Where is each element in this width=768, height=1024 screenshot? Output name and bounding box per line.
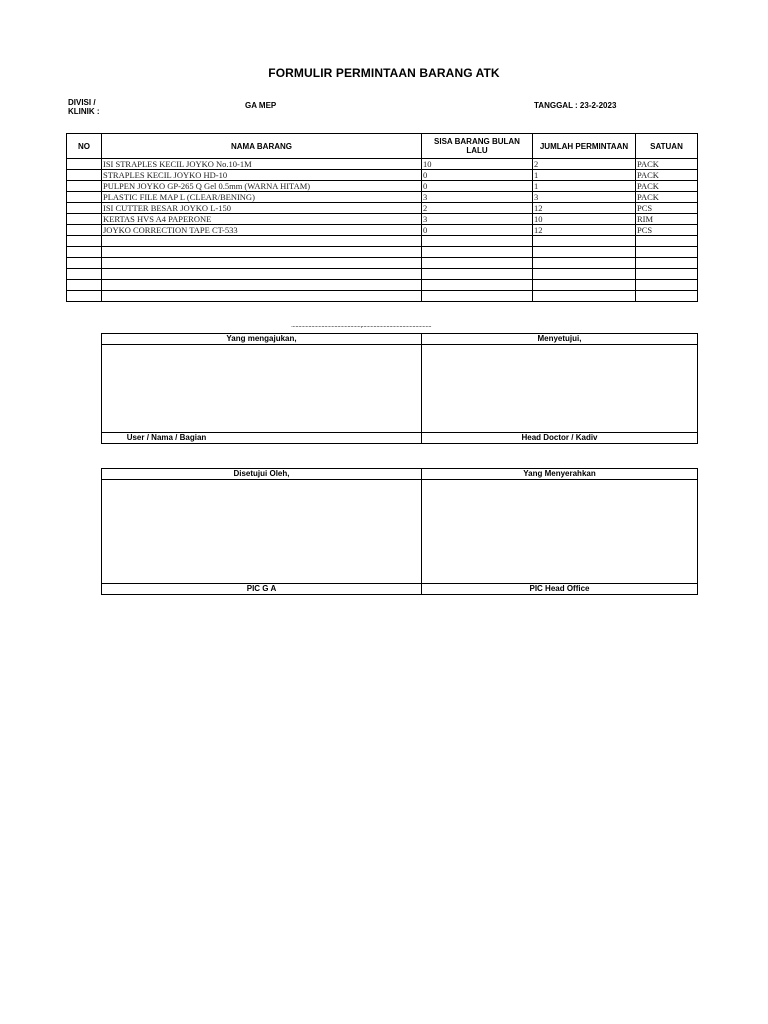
cell-nama-barang: ISI STRAPLES KECIL JOYKO No.10-1M — [102, 159, 422, 170]
form-title: FORMULIR PERMINTAAN BARANG ATK — [268, 66, 500, 80]
cell-nama-barang: STRAPLES KECIL JOYKO HD-10 — [102, 170, 422, 181]
cell-sisa-barang: 3 — [422, 214, 533, 225]
cell-sisa-barang — [422, 258, 533, 269]
cell-jumlah: 2 — [533, 159, 636, 170]
cell-no — [67, 203, 102, 214]
cell-nama-barang: KERTAS HVS A4 PAPERONE — [102, 214, 422, 225]
cell-satuan: PCS — [636, 225, 698, 236]
cell-nama-barang: ISI CUTTER BESAR JOYKO L-150 — [102, 203, 422, 214]
yang-mengajukan-label: Yang mengajukan, — [102, 334, 422, 345]
table-row — [67, 280, 698, 291]
items-table — [66, 133, 698, 302]
cell-satuan — [636, 269, 698, 280]
signature-box-1 — [101, 333, 698, 444]
cell-jumlah — [533, 269, 636, 280]
menyetujui-label: Menyetujui, — [422, 334, 698, 345]
cell-no — [67, 214, 102, 225]
user-nama-bagian-label: User / Nama / Bagian — [126, 433, 207, 442]
cell-sisa-barang — [422, 280, 533, 291]
table-row — [67, 203, 698, 214]
cell-no — [67, 291, 102, 302]
cell-jumlah: 1 — [533, 181, 636, 192]
cell-no — [67, 225, 102, 236]
cell-satuan: PACK — [636, 192, 698, 203]
signature-area-user[interactable] — [102, 345, 422, 433]
pic-head-office-label: PIC Head Office — [422, 584, 698, 595]
cell-no — [67, 258, 102, 269]
table-row — [67, 236, 698, 247]
col-header-sisa-barang: SISA BARANG BULAN LALU — [422, 134, 533, 159]
table-header-row — [67, 134, 698, 159]
cell-nama-barang — [102, 291, 422, 302]
cell-sisa-barang — [422, 269, 533, 280]
cell-nama-barang — [102, 269, 422, 280]
signature-area-pic-ga[interactable] — [102, 480, 422, 584]
place-date-line: ................................................,................................................ — [291, 322, 432, 329]
cell-nama-barang: PLASTIC FILE MAP L (CLEAR/BENING) — [102, 192, 422, 203]
cell-satuan — [636, 291, 698, 302]
cell-jumlah: 12 — [533, 203, 636, 214]
cell-sisa-barang: 2 — [422, 203, 533, 214]
disetujui-oleh-label: Disetujui Oleh, — [102, 469, 422, 480]
cell-sisa-barang: 0 — [422, 225, 533, 236]
cell-jumlah — [533, 280, 636, 291]
cell-no — [67, 269, 102, 280]
col-header-no: NO — [67, 134, 102, 159]
cell-nama-barang — [102, 280, 422, 291]
cell-no — [67, 181, 102, 192]
cell-satuan: RIM — [636, 214, 698, 225]
cell-no — [67, 170, 102, 181]
cell-nama-barang — [102, 258, 422, 269]
cell-nama-barang: PULPEN JOYKO GP-265 Q Gel 0.5mm (WARNA HITAM) — [102, 181, 422, 192]
cell-satuan — [636, 236, 698, 247]
table-row — [67, 192, 698, 203]
cell-nama-barang — [102, 247, 422, 258]
divisi-label: DIVISI / KLINIK : — [68, 98, 100, 116]
cell-no — [67, 159, 102, 170]
divisi-value: GA MEP — [245, 101, 277, 110]
head-doctor-kadiv-label: Head Doctor / Kadiv — [422, 433, 698, 444]
cell-jumlah — [533, 236, 636, 247]
cell-sisa-barang: 0 — [422, 170, 533, 181]
cell-no — [67, 192, 102, 203]
items-body — [67, 159, 698, 302]
cell-satuan — [636, 258, 698, 269]
cell-sisa-barang — [422, 236, 533, 247]
col-header-nama-barang: NAMA BARANG — [102, 134, 422, 159]
table-row — [67, 291, 698, 302]
cell-satuan — [636, 280, 698, 291]
date-field: TANGGAL : 23-2-2023 — [534, 101, 617, 110]
cell-no — [67, 247, 102, 258]
signature-area-pic-head-office[interactable] — [422, 480, 698, 584]
cell-jumlah — [533, 291, 636, 302]
signature-box-2 — [101, 468, 698, 595]
yang-menyerahkan-label: Yang Menyerahkan — [422, 469, 698, 480]
table-row — [67, 170, 698, 181]
col-header-jumlah-permintaan: JUMLAH PERMINTAAN — [533, 134, 636, 159]
table-row — [67, 159, 698, 170]
table-row — [67, 181, 698, 192]
cell-sisa-barang: 0 — [422, 181, 533, 192]
cell-satuan: PCS — [636, 203, 698, 214]
cell-sisa-barang: 10 — [422, 159, 533, 170]
cell-jumlah — [533, 247, 636, 258]
cell-satuan: PACK — [636, 159, 698, 170]
table-row — [67, 225, 698, 236]
table-row — [67, 258, 698, 269]
user-footer-cell — [102, 433, 422, 444]
cell-sisa-barang: 3 — [422, 192, 533, 203]
pic-ga-label: PIC G A — [102, 584, 422, 595]
table-row — [67, 269, 698, 280]
cell-satuan — [636, 247, 698, 258]
cell-sisa-barang — [422, 247, 533, 258]
cell-satuan: PACK — [636, 181, 698, 192]
signature-area-head-doctor[interactable] — [422, 345, 698, 433]
cell-satuan: PACK — [636, 170, 698, 181]
col-header-satuan: SATUAN — [636, 134, 698, 159]
cell-jumlah: 1 — [533, 170, 636, 181]
table-row — [67, 247, 698, 258]
cell-jumlah: 10 — [533, 214, 636, 225]
cell-sisa-barang — [422, 291, 533, 302]
cell-nama-barang: JOYKO CORRECTION TAPE CT-533 — [102, 225, 422, 236]
cell-jumlah — [533, 258, 636, 269]
cell-nama-barang — [102, 236, 422, 247]
cell-no — [67, 280, 102, 291]
cell-jumlah: 3 — [533, 192, 636, 203]
table-row — [67, 214, 698, 225]
cell-no — [67, 236, 102, 247]
cell-jumlah: 12 — [533, 225, 636, 236]
